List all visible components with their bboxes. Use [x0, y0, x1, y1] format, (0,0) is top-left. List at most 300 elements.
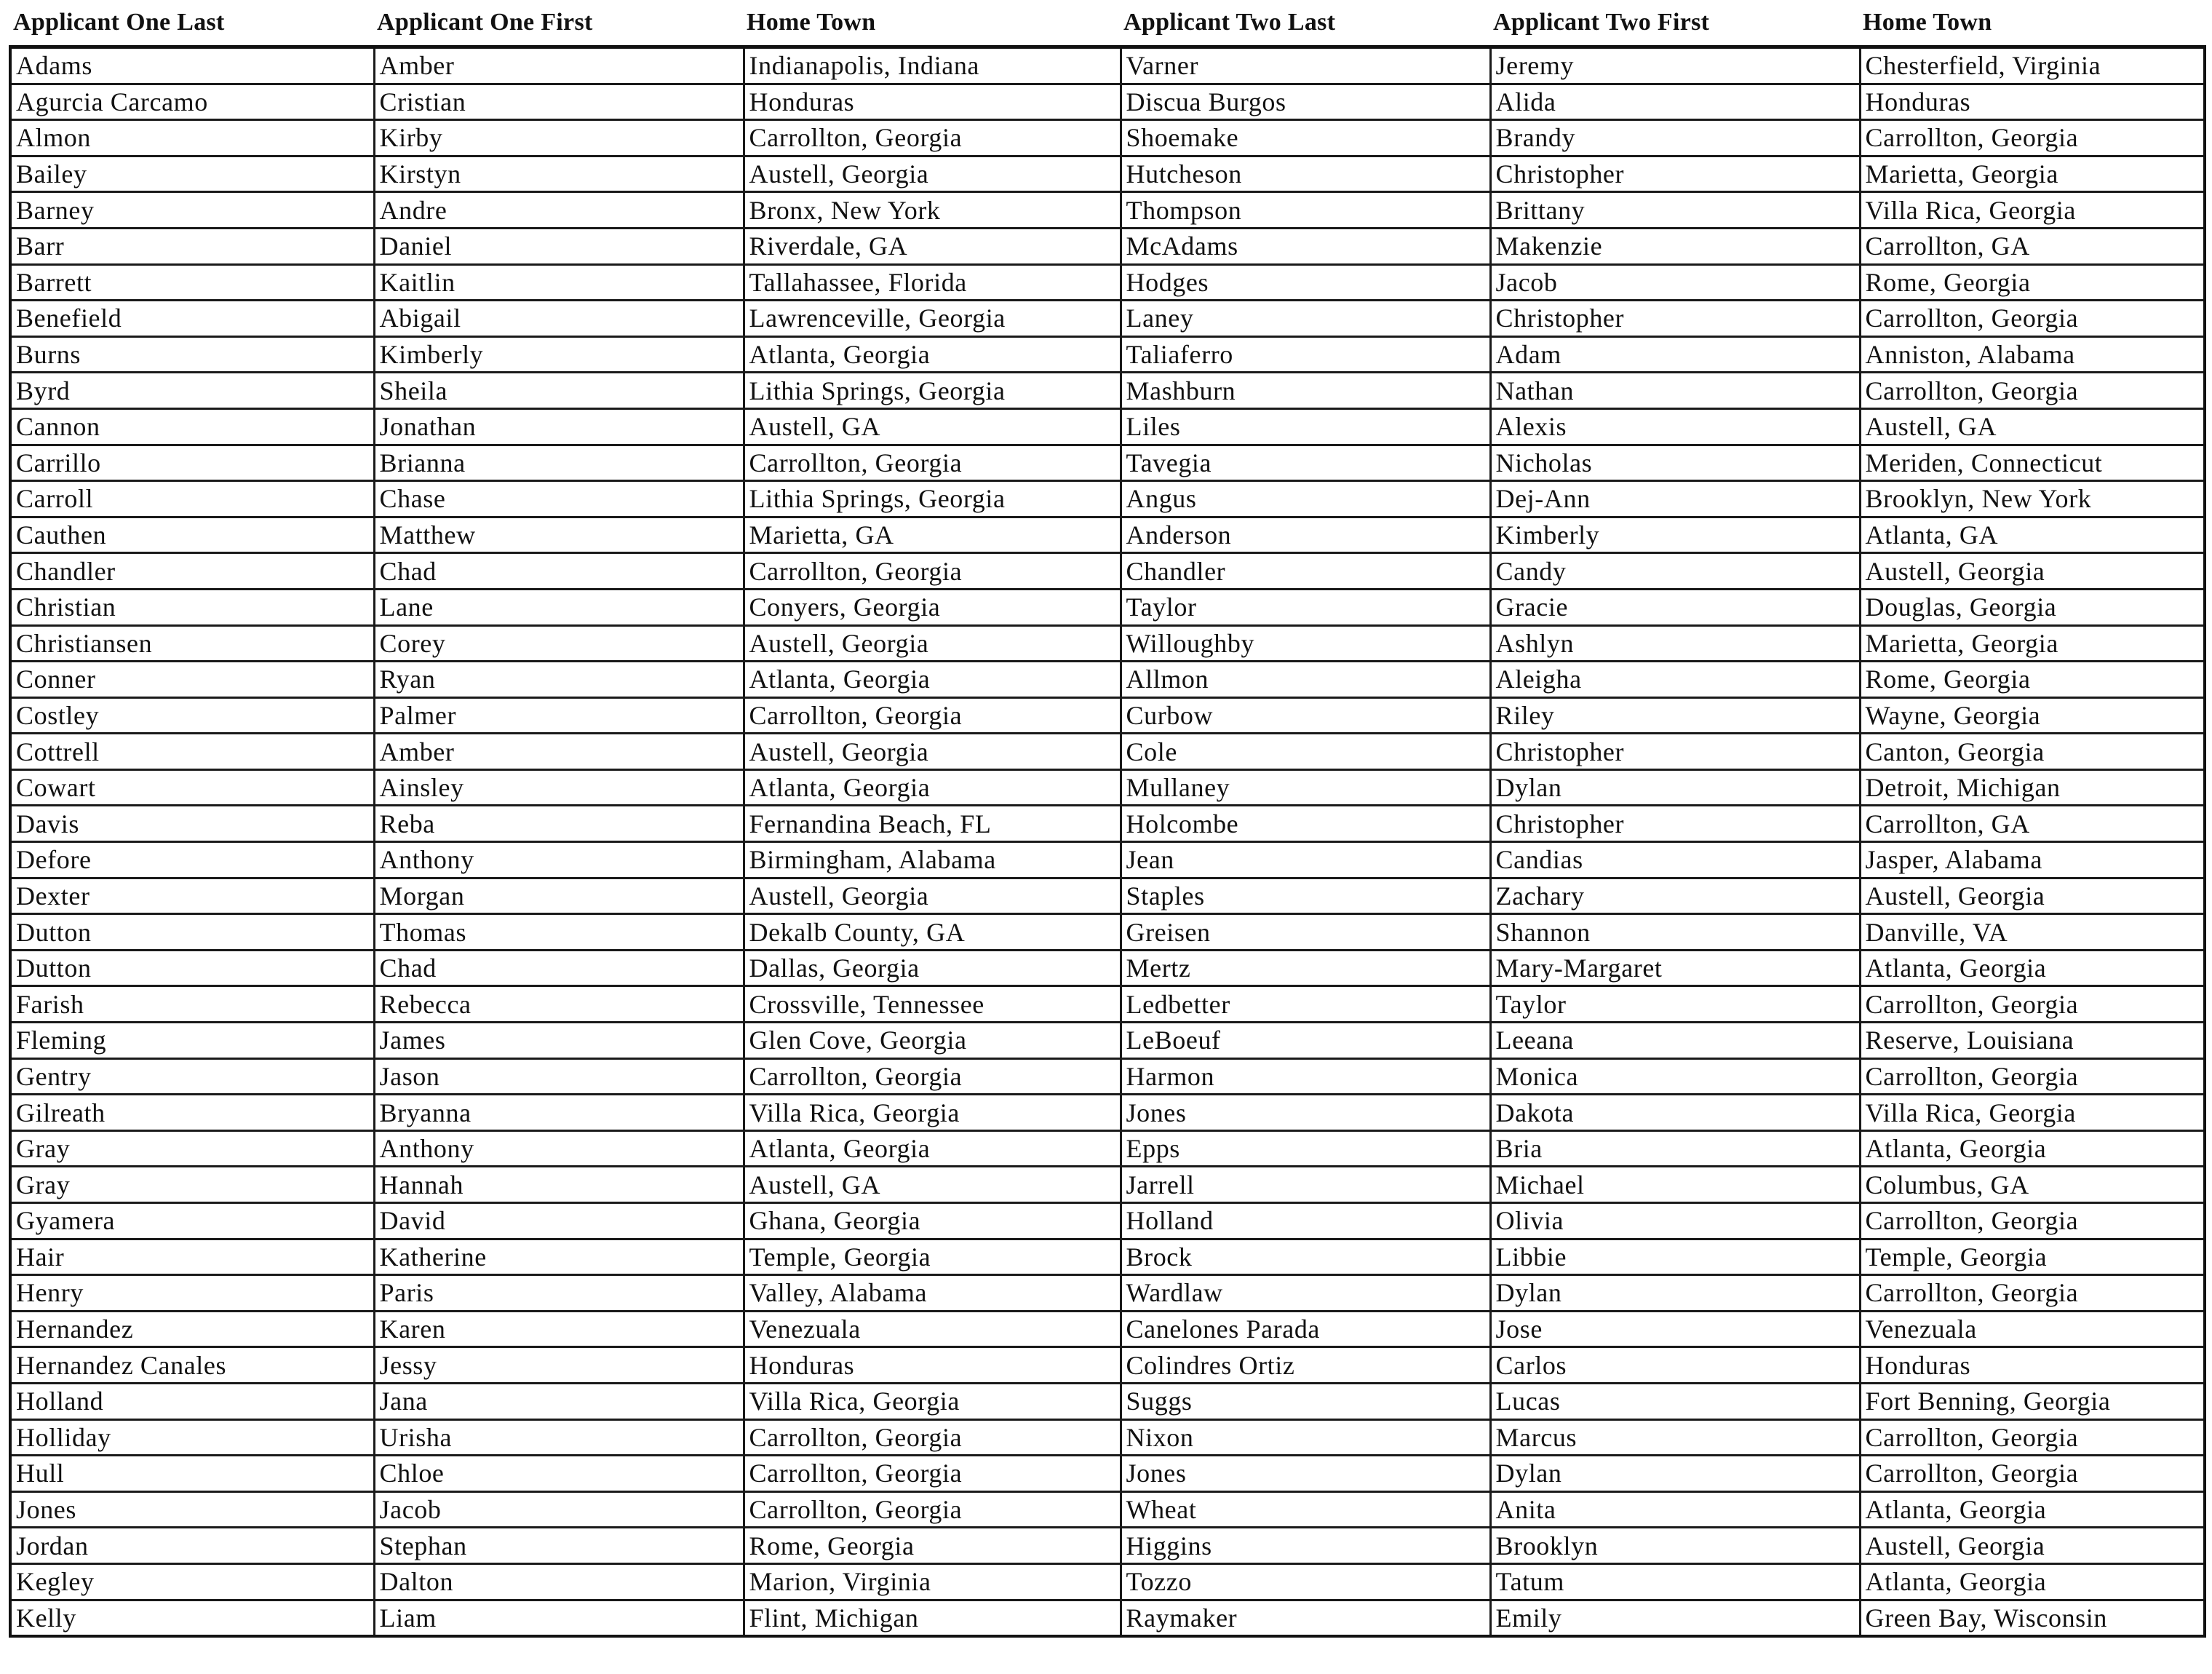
applicant-two-last-cell: Tozzo	[1121, 1563, 1490, 1600]
applicant-one-last-cell: Fleming	[10, 1023, 374, 1059]
table-row	[10, 662, 2205, 698]
table-row	[10, 734, 2205, 770]
applicant-one-last-cell: Chandler	[10, 553, 374, 590]
applicant-one-first-cell: David	[374, 1203, 744, 1239]
applicant-one-last-cell: Dutton	[10, 914, 374, 951]
applicant-one-last-cell: Holliday	[10, 1419, 374, 1456]
home-town-one-cell: Venezuala	[744, 1311, 1121, 1347]
applicant-one-last-cell: Defore	[10, 842, 374, 878]
applicant-two-first-cell: Alida	[1490, 84, 1860, 120]
applicant-one-first-cell: Hannah	[374, 1167, 744, 1203]
applicant-two-first-cell: Gracie	[1490, 589, 1860, 625]
applicant-two-first-cell: Michael	[1490, 1167, 1860, 1203]
table-row	[10, 553, 2205, 590]
applicant-two-first-cell: Kimberly	[1490, 517, 1860, 553]
applicant-one-first-cell: Chase	[374, 481, 744, 517]
applicant-one-first-cell: Urisha	[374, 1419, 744, 1456]
applicant-one-first-cell: Thomas	[374, 914, 744, 951]
applicant-one-last-cell: Gray	[10, 1130, 374, 1167]
applicant-two-first-cell: Riley	[1490, 697, 1860, 734]
home-town-two-cell: Carrollton, Georgia	[1860, 301, 2205, 337]
header-applicant-one-last: Applicant One Last	[13, 9, 225, 36]
home-town-one-cell: Austell, Georgia	[744, 878, 1121, 914]
home-town-two-cell: Canton, Georgia	[1860, 734, 2205, 770]
home-town-one-cell: Lawrenceville, Georgia	[744, 301, 1121, 337]
applicant-two-first-cell: Nicholas	[1490, 445, 1860, 481]
applicant-one-first-cell: Karen	[374, 1311, 744, 1347]
applicant-one-first-cell: Chad	[374, 950, 744, 986]
applicant-one-last-cell: Barrett	[10, 264, 374, 301]
applicant-one-first-cell: Anthony	[374, 842, 744, 878]
table-row	[10, 47, 2205, 84]
header-home-town-one: Home Town	[747, 9, 876, 36]
home-town-one-cell: Carrollton, Georgia	[744, 1058, 1121, 1095]
home-town-one-cell: Lithia Springs, Georgia	[744, 373, 1121, 409]
table-row	[10, 192, 2205, 229]
home-town-one-cell: Carrollton, Georgia	[744, 1419, 1121, 1456]
applicant-two-last-cell: Varner	[1121, 47, 1490, 84]
applicant-two-last-cell: Jones	[1121, 1456, 1490, 1492]
applicant-one-first-cell: Jana	[374, 1383, 744, 1419]
home-town-one-cell: Honduras	[744, 1347, 1121, 1384]
applicant-one-last-cell: Davis	[10, 806, 374, 842]
applicant-two-first-cell: Leeana	[1490, 1023, 1860, 1059]
applicant-two-first-cell: Dylan	[1490, 1275, 1860, 1312]
table-row	[10, 842, 2205, 878]
applicant-one-first-cell: Morgan	[374, 878, 744, 914]
applicant-two-last-cell: Hutcheson	[1121, 156, 1490, 192]
home-town-two-cell: Austell, Georgia	[1860, 878, 2205, 914]
applicant-two-last-cell: Liles	[1121, 408, 1490, 445]
applicant-two-last-cell: Cole	[1121, 734, 1490, 770]
home-town-one-cell: Riverdale, GA	[744, 228, 1121, 264]
home-town-two-cell: Atlanta, Georgia	[1860, 1491, 2205, 1528]
applicant-one-last-cell: Carrillo	[10, 445, 374, 481]
applicant-two-last-cell: Staples	[1121, 878, 1490, 914]
home-town-one-cell: Carrollton, Georgia	[744, 697, 1121, 734]
home-town-one-cell: Carrollton, Georgia	[744, 553, 1121, 590]
home-town-two-cell: Anniston, Alabama	[1860, 336, 2205, 373]
applicant-one-first-cell: Kimberly	[374, 336, 744, 373]
home-town-two-cell: Atlanta, Georgia	[1860, 950, 2205, 986]
applicant-one-first-cell: Kirby	[374, 120, 744, 156]
applicant-two-last-cell: Holcombe	[1121, 806, 1490, 842]
applicant-one-first-cell: Paris	[374, 1275, 744, 1312]
applicant-one-first-cell: Jacob	[374, 1491, 744, 1528]
applicant-one-first-cell: Sheila	[374, 373, 744, 409]
applicant-one-last-cell: Henry	[10, 1275, 374, 1312]
applicant-two-last-cell: LeBoeuf	[1121, 1023, 1490, 1059]
applicant-two-last-cell: Hodges	[1121, 264, 1490, 301]
table-row	[10, 264, 2205, 301]
applicant-two-first-cell: Makenzie	[1490, 228, 1860, 264]
home-town-two-cell: Honduras	[1860, 1347, 2205, 1384]
table-row	[10, 1600, 2205, 1636]
applicant-one-first-cell: Lane	[374, 589, 744, 625]
home-town-one-cell: Austell, GA	[744, 1167, 1121, 1203]
applicant-one-last-cell: Gyamera	[10, 1203, 374, 1239]
table-row	[10, 625, 2205, 662]
applicant-two-last-cell: Colindres Ortiz	[1121, 1347, 1490, 1384]
home-town-two-cell: Detroit, Michigan	[1860, 769, 2205, 806]
home-town-two-cell: Carrollton, Georgia	[1860, 986, 2205, 1023]
home-town-two-cell: Reserve, Louisiana	[1860, 1023, 2205, 1059]
table-row	[10, 445, 2205, 481]
applicant-two-last-cell: Shoemake	[1121, 120, 1490, 156]
home-town-two-cell: Chesterfield, Virginia	[1860, 47, 2205, 84]
applicant-one-last-cell: Christian	[10, 589, 374, 625]
table-row	[10, 84, 2205, 120]
applicant-two-first-cell: Candy	[1490, 553, 1860, 590]
table-row	[10, 1383, 2205, 1419]
applicant-two-last-cell: Chandler	[1121, 553, 1490, 590]
applicant-one-last-cell: Cauthen	[10, 517, 374, 553]
home-town-one-cell: Carrollton, Georgia	[744, 1491, 1121, 1528]
applicant-one-last-cell: Jones	[10, 1491, 374, 1528]
applicant-two-first-cell: Dej-Ann	[1490, 481, 1860, 517]
home-town-two-cell: Fort Benning, Georgia	[1860, 1383, 2205, 1419]
applicant-one-first-cell: Kirstyn	[374, 156, 744, 192]
home-town-two-cell: Carrollton, Georgia	[1860, 1456, 2205, 1492]
applicant-two-first-cell: Adam	[1490, 336, 1860, 373]
home-town-two-cell: Rome, Georgia	[1860, 264, 2205, 301]
home-town-two-cell: Douglas, Georgia	[1860, 589, 2205, 625]
table-row	[10, 156, 2205, 192]
applicant-two-last-cell: Suggs	[1121, 1383, 1490, 1419]
home-town-one-cell: Atlanta, Georgia	[744, 769, 1121, 806]
table-row	[10, 1528, 2205, 1564]
applicant-one-first-cell: Kaitlin	[374, 264, 744, 301]
applicant-two-first-cell: Olivia	[1490, 1203, 1860, 1239]
applicant-two-first-cell: Brandy	[1490, 120, 1860, 156]
applicant-two-last-cell: Holland	[1121, 1203, 1490, 1239]
applicant-two-first-cell: Alexis	[1490, 408, 1860, 445]
applicant-two-first-cell: Taylor	[1490, 986, 1860, 1023]
applicant-one-last-cell: Kelly	[10, 1600, 374, 1636]
applicant-two-first-cell: Carlos	[1490, 1347, 1860, 1384]
home-town-one-cell: Atlanta, Georgia	[744, 336, 1121, 373]
applicant-two-first-cell: Lucas	[1490, 1383, 1860, 1419]
applicant-two-last-cell: Harmon	[1121, 1058, 1490, 1095]
applicant-one-first-cell: Palmer	[374, 697, 744, 734]
table-row	[10, 1239, 2205, 1275]
applicant-one-first-cell: Abigail	[374, 301, 744, 337]
table-row	[10, 336, 2205, 373]
home-town-two-cell: Rome, Georgia	[1860, 662, 2205, 698]
applicant-two-first-cell: Monica	[1490, 1058, 1860, 1095]
applicant-two-first-cell: Shannon	[1490, 914, 1860, 951]
home-town-two-cell: Venezuala	[1860, 1311, 2205, 1347]
applicant-two-first-cell: Jeremy	[1490, 47, 1860, 84]
applicant-one-first-cell: Stephan	[374, 1528, 744, 1564]
applicant-two-last-cell: Wheat	[1121, 1491, 1490, 1528]
table-row	[10, 1419, 2205, 1456]
home-town-two-cell: Carrollton, GA	[1860, 228, 2205, 264]
applicant-table-body	[10, 47, 2205, 1637]
applicant-one-first-cell: Matthew	[374, 517, 744, 553]
table-row	[10, 1095, 2205, 1131]
applicant-one-last-cell: Cannon	[10, 408, 374, 445]
applicant-two-first-cell: Christopher	[1490, 734, 1860, 770]
applicant-one-last-cell: Christiansen	[10, 625, 374, 662]
home-town-one-cell: Dekalb County, GA	[744, 914, 1121, 951]
applicant-one-first-cell: Katherine	[374, 1239, 744, 1275]
home-town-two-cell: Temple, Georgia	[1860, 1239, 2205, 1275]
applicant-one-last-cell: Cowart	[10, 769, 374, 806]
applicant-two-last-cell: Allmon	[1121, 662, 1490, 698]
table-row	[10, 769, 2205, 806]
applicant-one-first-cell: Andre	[374, 192, 744, 229]
applicant-two-first-cell: Anita	[1490, 1491, 1860, 1528]
applicant-one-last-cell: Gilreath	[10, 1095, 374, 1131]
home-town-one-cell: Lithia Springs, Georgia	[744, 481, 1121, 517]
home-town-one-cell: Crossville, Tennessee	[744, 986, 1121, 1023]
applicant-two-last-cell: Nixon	[1121, 1419, 1490, 1456]
home-town-two-cell: Carrollton, Georgia	[1860, 1058, 2205, 1095]
applicant-two-first-cell: Bria	[1490, 1130, 1860, 1167]
applicant-two-last-cell: Mullaney	[1121, 769, 1490, 806]
applicant-one-first-cell: Anthony	[374, 1130, 744, 1167]
applicant-one-last-cell: Byrd	[10, 373, 374, 409]
applicant-one-first-cell: Amber	[374, 734, 744, 770]
applicant-two-last-cell: Mashburn	[1121, 373, 1490, 409]
applicant-two-last-cell: Willoughby	[1121, 625, 1490, 662]
home-town-two-cell: Atlanta, Georgia	[1860, 1563, 2205, 1600]
applicant-one-last-cell: Farish	[10, 986, 374, 1023]
applicant-two-last-cell: Raymaker	[1121, 1600, 1490, 1636]
applicant-two-first-cell: Tatum	[1490, 1563, 1860, 1600]
applicant-two-last-cell: Brock	[1121, 1239, 1490, 1275]
applicant-one-last-cell: Adams	[10, 47, 374, 84]
applicant-one-last-cell: Conner	[10, 662, 374, 698]
home-town-one-cell: Austell, Georgia	[744, 734, 1121, 770]
applicant-two-first-cell: Marcus	[1490, 1419, 1860, 1456]
applicant-two-first-cell: Brooklyn	[1490, 1528, 1860, 1564]
home-town-one-cell: Honduras	[744, 84, 1121, 120]
table-row	[10, 1203, 2205, 1239]
applicant-list-sheet	[9, 0, 2203, 1674]
applicant-two-first-cell: Dylan	[1490, 1456, 1860, 1492]
home-town-two-cell: Columbus, GA	[1860, 1167, 2205, 1203]
applicant-one-first-cell: Daniel	[374, 228, 744, 264]
table-row	[10, 806, 2205, 842]
table-header-row	[9, 0, 2203, 45]
applicant-one-last-cell: Benefield	[10, 301, 374, 337]
applicant-one-last-cell: Kegley	[10, 1563, 374, 1600]
home-town-one-cell: Atlanta, Georgia	[744, 662, 1121, 698]
home-town-one-cell: Carrollton, Georgia	[744, 120, 1121, 156]
header-applicant-two-last: Applicant Two Last	[1123, 9, 1336, 36]
applicant-two-first-cell: Christopher	[1490, 301, 1860, 337]
home-town-two-cell: Villa Rica, Georgia	[1860, 1095, 2205, 1131]
applicant-one-first-cell: Rebecca	[374, 986, 744, 1023]
home-town-two-cell: Honduras	[1860, 84, 2205, 120]
applicant-two-last-cell: Wardlaw	[1121, 1275, 1490, 1312]
applicant-two-last-cell: Ledbetter	[1121, 986, 1490, 1023]
home-town-one-cell: Flint, Michigan	[744, 1600, 1121, 1636]
applicant-one-first-cell: Chloe	[374, 1456, 744, 1492]
applicant-one-last-cell: Almon	[10, 120, 374, 156]
applicant-one-last-cell: Hair	[10, 1239, 374, 1275]
home-town-one-cell: Carrollton, Georgia	[744, 1456, 1121, 1492]
table-row	[10, 1563, 2205, 1600]
home-town-one-cell: Ghana, Georgia	[744, 1203, 1121, 1239]
home-town-one-cell: Rome, Georgia	[744, 1528, 1121, 1564]
home-town-two-cell: Meriden, Connecticut	[1860, 445, 2205, 481]
home-town-one-cell: Marion, Virginia	[744, 1563, 1121, 1600]
applicant-two-last-cell: Mertz	[1121, 950, 1490, 986]
applicant-two-last-cell: Curbow	[1121, 697, 1490, 734]
home-town-one-cell: Indianapolis, Indiana	[744, 47, 1121, 84]
table-row	[10, 914, 2205, 951]
table-row	[10, 228, 2205, 264]
applicant-two-first-cell: Aleigha	[1490, 662, 1860, 698]
applicant-one-last-cell: Hernandez Canales	[10, 1347, 374, 1384]
applicant-two-last-cell: Higgins	[1121, 1528, 1490, 1564]
home-town-one-cell: Temple, Georgia	[744, 1239, 1121, 1275]
applicant-two-last-cell: Jarrell	[1121, 1167, 1490, 1203]
table-row	[10, 986, 2205, 1023]
applicant-one-last-cell: Bailey	[10, 156, 374, 192]
home-town-one-cell: Dallas, Georgia	[744, 950, 1121, 986]
applicant-one-last-cell: Hull	[10, 1456, 374, 1492]
applicant-two-last-cell: McAdams	[1121, 228, 1490, 264]
table-row	[10, 1491, 2205, 1528]
home-town-one-cell: Austell, GA	[744, 408, 1121, 445]
applicant-two-first-cell: Christopher	[1490, 806, 1860, 842]
applicant-two-first-cell: Mary-Margaret	[1490, 950, 1860, 986]
applicant-two-last-cell: Epps	[1121, 1130, 1490, 1167]
applicant-two-last-cell: Anderson	[1121, 517, 1490, 553]
home-town-two-cell: Marietta, Georgia	[1860, 156, 2205, 192]
table-row	[10, 1456, 2205, 1492]
applicant-table	[9, 45, 2206, 1638]
applicant-two-last-cell: Greisen	[1121, 914, 1490, 951]
applicant-two-first-cell: Jacob	[1490, 264, 1860, 301]
table-row	[10, 373, 2205, 409]
applicant-two-first-cell: Brittany	[1490, 192, 1860, 229]
header-home-town-two: Home Town	[1863, 9, 1992, 36]
home-town-one-cell: Fernandina Beach, FL	[744, 806, 1121, 842]
home-town-one-cell: Austell, Georgia	[744, 625, 1121, 662]
applicant-one-last-cell: Jordan	[10, 1528, 374, 1564]
table-row	[10, 301, 2205, 337]
applicant-one-first-cell: Reba	[374, 806, 744, 842]
applicant-two-first-cell: Libbie	[1490, 1239, 1860, 1275]
applicant-one-last-cell: Gentry	[10, 1058, 374, 1095]
home-town-two-cell: Atlanta, GA	[1860, 517, 2205, 553]
home-town-two-cell: Atlanta, Georgia	[1860, 1130, 2205, 1167]
home-town-one-cell: Bronx, New York	[744, 192, 1121, 229]
applicant-one-last-cell: Gray	[10, 1167, 374, 1203]
applicant-one-first-cell: Jason	[374, 1058, 744, 1095]
table-row	[10, 481, 2205, 517]
applicant-one-last-cell: Barr	[10, 228, 374, 264]
table-row	[10, 408, 2205, 445]
applicant-one-first-cell: Cristian	[374, 84, 744, 120]
applicant-one-first-cell: James	[374, 1023, 744, 1059]
home-town-one-cell: Austell, Georgia	[744, 156, 1121, 192]
applicant-two-last-cell: Taliaferro	[1121, 336, 1490, 373]
home-town-one-cell: Valley, Alabama	[744, 1275, 1121, 1312]
table-row	[10, 1167, 2205, 1203]
applicant-two-first-cell: Dylan	[1490, 769, 1860, 806]
applicant-one-last-cell: Barney	[10, 192, 374, 229]
applicant-one-first-cell: Corey	[374, 625, 744, 662]
table-row	[10, 1058, 2205, 1095]
applicant-one-last-cell: Burns	[10, 336, 374, 373]
applicant-one-last-cell: Dutton	[10, 950, 374, 986]
table-row	[10, 120, 2205, 156]
home-town-one-cell: Marietta, GA	[744, 517, 1121, 553]
applicant-two-last-cell: Laney	[1121, 301, 1490, 337]
applicant-one-last-cell: Hernandez	[10, 1311, 374, 1347]
home-town-two-cell: Marietta, Georgia	[1860, 625, 2205, 662]
applicant-one-last-cell: Carroll	[10, 481, 374, 517]
table-row	[10, 517, 2205, 553]
applicant-one-first-cell: Jessy	[374, 1347, 744, 1384]
home-town-two-cell: Austell, GA	[1860, 408, 2205, 445]
applicant-one-first-cell: Bryanna	[374, 1095, 744, 1131]
home-town-two-cell: Jasper, Alabama	[1860, 842, 2205, 878]
home-town-one-cell: Glen Cove, Georgia	[744, 1023, 1121, 1059]
home-town-two-cell: Austell, Georgia	[1860, 1528, 2205, 1564]
home-town-one-cell: Conyers, Georgia	[744, 589, 1121, 625]
header-applicant-one-first: Applicant One First	[377, 9, 593, 36]
table-row	[10, 1023, 2205, 1059]
applicant-two-first-cell: Christopher	[1490, 156, 1860, 192]
table-row	[10, 1275, 2205, 1312]
applicant-one-first-cell: Dalton	[374, 1563, 744, 1600]
home-town-one-cell: Tallahassee, Florida	[744, 264, 1121, 301]
applicant-two-last-cell: Discua Burgos	[1121, 84, 1490, 120]
home-town-two-cell: Wayne, Georgia	[1860, 697, 2205, 734]
home-town-two-cell: Austell, Georgia	[1860, 553, 2205, 590]
table-row	[10, 878, 2205, 914]
applicant-two-last-cell: Taylor	[1121, 589, 1490, 625]
applicant-two-first-cell: Zachary	[1490, 878, 1860, 914]
table-row	[10, 1347, 2205, 1384]
applicant-two-first-cell: Ashlyn	[1490, 625, 1860, 662]
applicant-one-last-cell: Costley	[10, 697, 374, 734]
applicant-one-last-cell: Dexter	[10, 878, 374, 914]
applicant-one-first-cell: Liam	[374, 1600, 744, 1636]
applicant-two-last-cell: Canelones Parada	[1121, 1311, 1490, 1347]
applicant-one-first-cell: Chad	[374, 553, 744, 590]
applicant-two-first-cell: Dakota	[1490, 1095, 1860, 1131]
applicant-one-first-cell: Brianna	[374, 445, 744, 481]
applicant-one-first-cell: Amber	[374, 47, 744, 84]
table-row	[10, 589, 2205, 625]
home-town-two-cell: Brooklyn, New York	[1860, 481, 2205, 517]
home-town-two-cell: Carrollton, GA	[1860, 806, 2205, 842]
applicant-two-first-cell: Candias	[1490, 842, 1860, 878]
home-town-two-cell: Green Bay, Wisconsin	[1860, 1600, 2205, 1636]
applicant-two-first-cell: Jose	[1490, 1311, 1860, 1347]
home-town-one-cell: Birmingham, Alabama	[744, 842, 1121, 878]
table-row	[10, 1130, 2205, 1167]
table-row	[10, 1311, 2205, 1347]
applicant-two-last-cell: Angus	[1121, 481, 1490, 517]
table-row	[10, 697, 2205, 734]
applicant-one-first-cell: Jonathan	[374, 408, 744, 445]
applicant-two-last-cell: Jones	[1121, 1095, 1490, 1131]
applicant-two-first-cell: Nathan	[1490, 373, 1860, 409]
home-town-two-cell: Carrollton, Georgia	[1860, 1419, 2205, 1456]
home-town-one-cell: Carrollton, Georgia	[744, 445, 1121, 481]
applicant-one-last-cell: Holland	[10, 1383, 374, 1419]
applicant-two-last-cell: Jean	[1121, 842, 1490, 878]
